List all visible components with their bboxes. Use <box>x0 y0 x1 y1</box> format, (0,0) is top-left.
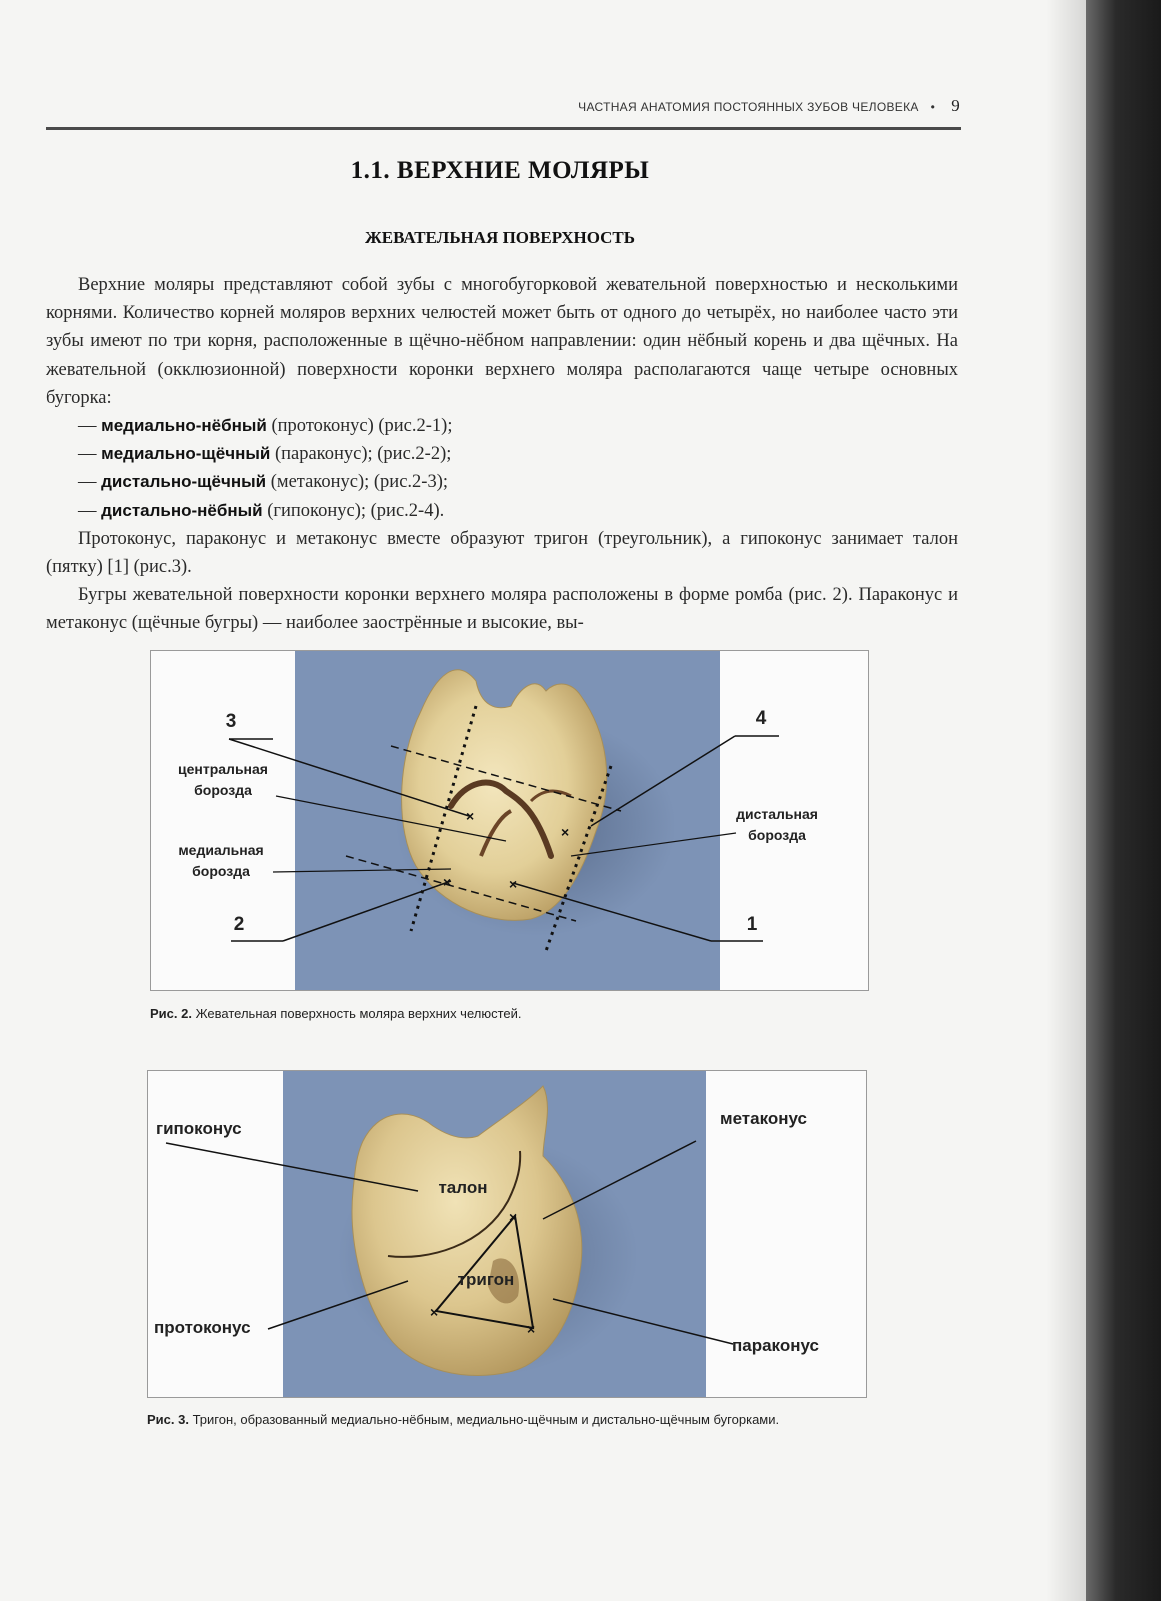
section-title: 1.1. ВЕРХНИЕ МОЛЯРЫ <box>350 157 650 184</box>
figure-2-caption <box>150 1005 870 1023</box>
figure-3-caption <box>147 1411 872 1429</box>
caption-label: Рис. 3. <box>147 1412 189 1427</box>
cusp-tip-marker: × <box>509 1209 518 1225</box>
paragraph-intro: Верхние моляры представляют собой зубы с многобугорковой жевательной поверхностью и несколькими корнями. Количество корней моляров верхних челюстей может быть от одного до четырёх, но наиболее часто эти зубы имеют по три корня, расположенные в щёчно-нёбном направлении: один нёбный корень и два щёчных. На жевательной (окклюзионной) поверхности коронки верхнего моляра располагаются чаще четыре основных бугорка: <box>46 275 958 408</box>
label-hypocone: гипоконус <box>156 1119 242 1138</box>
figure-2 <box>150 650 869 991</box>
cusp-name: медиально-нёбный <box>101 416 267 436</box>
label-trigon: тригон <box>457 1270 515 1289</box>
list-item <box>46 440 958 468</box>
paragraph-rhombus: Бугры жевательной поверхности коронки верхнего моляра расположены в форме ромба (рис. 2). Параконус и метаконус (щёчные бугры) — наиболее заострённые и высокие, вы- <box>46 585 958 634</box>
cusp-list <box>46 412 958 525</box>
figure-3 <box>147 1070 867 1398</box>
cusp-name: дистально-щёчный <box>101 472 267 492</box>
caption-label: Рис. 2. <box>150 1006 192 1021</box>
label-distal-groove: дистальная борозда <box>736 806 818 843</box>
cusp-tip-marker: × <box>443 874 452 890</box>
running-head <box>490 96 960 116</box>
list-dash: — <box>78 444 97 465</box>
list-dash: — <box>78 472 97 493</box>
label-paracone: параконус <box>732 1336 819 1355</box>
cusp-tip-marker: × <box>430 1304 439 1320</box>
label-cusp-2: 2 <box>233 914 245 935</box>
cusp-name: дистально-нёбный <box>101 500 263 520</box>
label-cusp-3: 3 <box>225 711 237 732</box>
cusp-name: медиально-щёчный <box>101 444 271 464</box>
cusp-tip-marker: × <box>466 808 475 824</box>
label-metacone: метаконус <box>720 1109 808 1128</box>
cusp-detail: (протоконус) (рис.2-1); <box>266 416 453 437</box>
body-text <box>46 271 958 638</box>
label-cusp-1: 1 <box>746 914 758 935</box>
list-dash: — <box>78 500 97 521</box>
list-item <box>46 468 958 496</box>
label-medial-groove: медиальная борозда <box>178 842 264 879</box>
book-spine <box>1086 0 1161 1601</box>
section-subtitle: ЖЕВАТЕЛЬНАЯ ПОВЕРХНОСТЬ <box>365 228 635 247</box>
label-cusp-4: 4 <box>755 708 767 729</box>
list-dash: — <box>78 416 97 437</box>
label-talon: талон <box>438 1178 488 1197</box>
cusp-detail: (гипоконус); (рис.2-4). <box>262 500 445 521</box>
cusp-tip-marker: × <box>561 824 570 840</box>
cusp-detail: (параконус); (рис.2-2); <box>270 444 452 465</box>
cusp-tip-marker: × <box>509 876 518 892</box>
caption-text: Жевательная поверхность моляра верхних челюстей. <box>191 1006 522 1021</box>
running-head-bullet: • <box>930 100 936 114</box>
list-item <box>46 412 958 440</box>
list-item <box>46 497 958 525</box>
cusp-detail: (метаконус); (рис.2-3); <box>266 472 448 493</box>
paragraph-trigon: Протоконус, параконус и метаконус вместе образуют тригон (треугольник), а гипоконус занимает талон (пятку) [1] (рис.3). <box>46 528 958 578</box>
cusp-tip-marker: × <box>527 1321 536 1337</box>
label-central-groove: центральная борозда <box>178 761 268 798</box>
caption-text: Тригон, образованный медиально-нёбным, медиально-щёчным и дистально-щёчным бугорками. <box>188 1412 780 1427</box>
running-head-title: ЧАСТНАЯ АНАТОМИЯ ПОСТОЯННЫХ ЗУБОВ ЧЕЛОВЕКА <box>578 100 919 114</box>
header-rule <box>46 127 961 130</box>
page-number: 9 <box>951 96 960 115</box>
label-protocone: протоконус <box>154 1318 251 1337</box>
